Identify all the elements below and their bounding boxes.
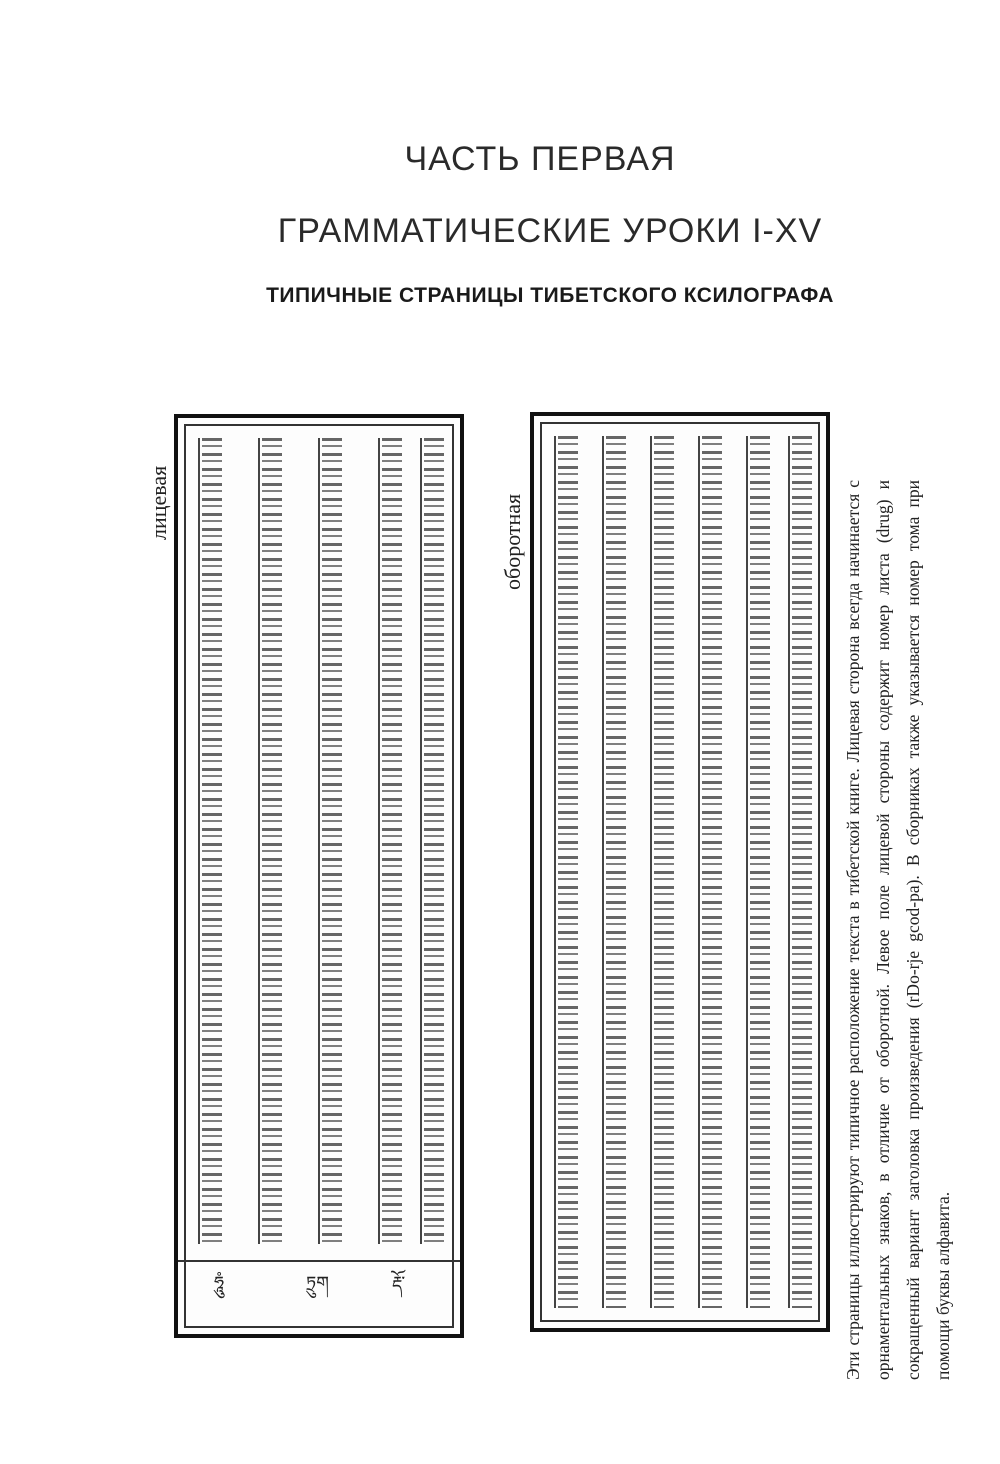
front-margin-rule: [178, 1260, 460, 1262]
back-inner-frame: [540, 422, 820, 1322]
figure-caption: Эти страницы иллюстрируют типичное расположение текста в тибетской книге. Лицевая сторона всегда начинается с орнаментальных знаков, в отличие от оборотной. Левое поле лицевой стороны содержит номер листа (drug) и сокращенный вариант заголовка произведения (rDo-rje gcod-pa). В сборниках также указывается номер тома при помощи буквы алфавита.: [843, 480, 953, 1380]
script-line: [378, 438, 406, 1244]
script-line: [554, 436, 582, 1308]
script-line: [198, 438, 226, 1244]
script-line: [420, 438, 448, 1244]
xylograph-title: ТИПИЧНЫЕ СТРАНИЦЫ ТИБЕТСКОГО КСИЛОГРАФА: [266, 284, 834, 307]
script-line: [602, 436, 630, 1308]
script-line: [698, 436, 726, 1308]
margin-mark-2: ཏྲུག: [306, 1273, 329, 1294]
script-line: [788, 436, 816, 1308]
xylograph-front-page: [174, 414, 464, 1338]
lessons-title: ГРАММАТИЧЕСКИЕ УРОКИ I-XV: [277, 212, 823, 250]
part-title: ЧАСТЬ ПЕРВАЯ: [404, 140, 676, 178]
back-side-label: оборотная: [500, 493, 525, 590]
script-line: [746, 436, 774, 1308]
xylograph-back-page: [530, 412, 830, 1332]
front-side-label: лицевая: [146, 465, 171, 540]
margin-mark-3: རྡོ་: [392, 1273, 406, 1294]
script-line: [258, 438, 286, 1244]
script-line: [650, 436, 678, 1308]
script-line: [318, 438, 346, 1244]
margin-mark-1: ཧཱུཾ: [214, 1273, 225, 1294]
